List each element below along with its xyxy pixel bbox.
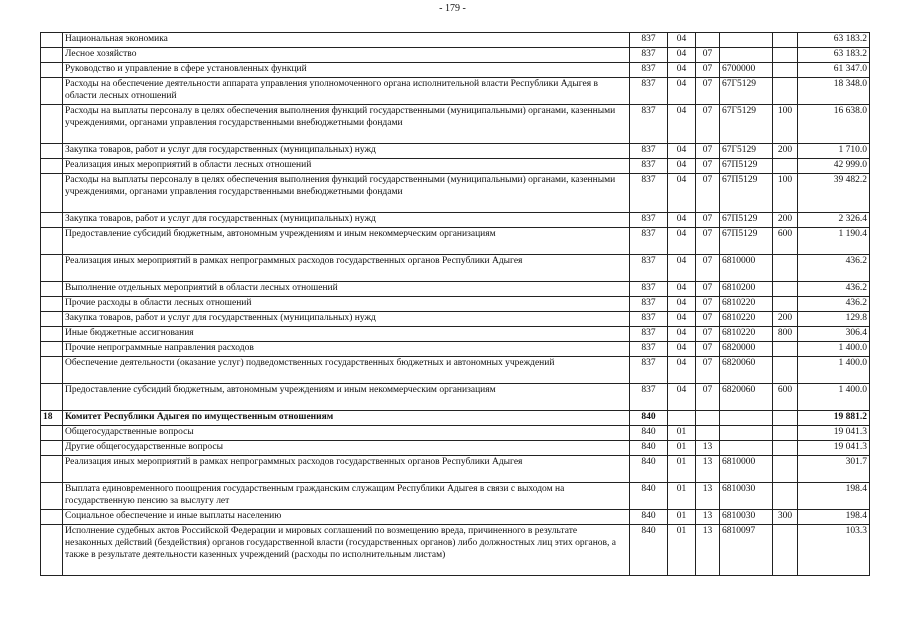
amount: 198.4 [798, 510, 870, 525]
table-row [41, 357, 870, 384]
expense-type-code: 800 [773, 327, 798, 342]
expense-type-code [773, 33, 798, 48]
row-number: 18 [41, 411, 63, 426]
table-row [41, 228, 870, 255]
row-number [41, 213, 63, 228]
row-number [41, 510, 63, 525]
subsection-code: 07 [696, 105, 720, 144]
article-code: 6810220 [720, 327, 773, 342]
ministry-code: 837 [630, 255, 668, 282]
amount: 1 400.0 [798, 357, 870, 384]
table-row [41, 441, 870, 456]
ministry-code: 837 [630, 78, 668, 105]
expense-name: Предоставление субсидий бюджетным, автономным учреждениям и иным некоммерческим организациям [63, 228, 630, 255]
section-code: 04 [668, 228, 696, 255]
expense-name: Выплата единовременного поощрения государственным гражданским служащим Республики Адыгея в связи с выходом на государственную пенсию за выслугу лет [63, 483, 630, 510]
expense-type-code: 200 [773, 312, 798, 327]
expense-name: Комитет Республики Адыгея по имущественным отношениям [63, 411, 630, 426]
table-row [41, 384, 870, 411]
expense-type-code [773, 78, 798, 105]
amount: 436.2 [798, 255, 870, 282]
table-row [41, 327, 870, 342]
budget-table [40, 32, 870, 576]
amount: 198.4 [798, 483, 870, 510]
expense-type-code [773, 483, 798, 510]
ministry-code: 840 [630, 411, 668, 426]
row-number [41, 525, 63, 576]
ministry-code: 837 [630, 297, 668, 312]
article-code [720, 411, 773, 426]
expense-type-code: 600 [773, 228, 798, 255]
article-code [720, 33, 773, 48]
expense-type-code [773, 441, 798, 456]
ministry-code: 837 [630, 357, 668, 384]
article-code: 67Г5129 [720, 105, 773, 144]
article-code: 67П5129 [720, 213, 773, 228]
section-code: 04 [668, 144, 696, 159]
article-code [720, 441, 773, 456]
expense-name: Другие общегосударственные вопросы [63, 441, 630, 456]
section-code: 01 [668, 510, 696, 525]
section-code [668, 411, 696, 426]
subsection-code: 13 [696, 525, 720, 576]
table-row [41, 426, 870, 441]
table-body [41, 33, 870, 576]
amount: 18 348.0 [798, 78, 870, 105]
section-code: 04 [668, 159, 696, 174]
ministry-code: 837 [630, 228, 668, 255]
amount: 19 041.3 [798, 441, 870, 456]
expense-type-code [773, 63, 798, 78]
table-row [41, 255, 870, 282]
expense-type-code: 600 [773, 384, 798, 411]
section-code: 04 [668, 282, 696, 297]
subsection-code: 07 [696, 327, 720, 342]
amount: 306.4 [798, 327, 870, 342]
amount: 19 041.3 [798, 426, 870, 441]
table-row [41, 282, 870, 297]
table-row [41, 63, 870, 78]
expense-name: Реализация иных мероприятий в рамках непрограммных расходов государственных органов Республики Адыгея [63, 255, 630, 282]
table-row [41, 174, 870, 213]
amount: 1 400.0 [798, 384, 870, 411]
ministry-code: 837 [630, 48, 668, 63]
expense-name: Предоставление субсидий бюджетным, автономным учреждениям и иным некоммерческим организациям [63, 384, 630, 411]
article-code [720, 426, 773, 441]
ministry-code: 837 [630, 213, 668, 228]
row-number [41, 357, 63, 384]
expense-type-code [773, 282, 798, 297]
expense-name: Руководство и управление в сфере установленных функций [63, 63, 630, 78]
ministry-code: 840 [630, 525, 668, 576]
section-code: 04 [668, 213, 696, 228]
article-code: 6810220 [720, 297, 773, 312]
expense-type-code: 300 [773, 510, 798, 525]
table-row [41, 456, 870, 483]
row-number [41, 78, 63, 105]
table-row [41, 213, 870, 228]
ministry-code: 840 [630, 483, 668, 510]
expense-type-code: 100 [773, 174, 798, 213]
section-code: 01 [668, 483, 696, 510]
expense-type-code [773, 48, 798, 63]
amount: 19 881.2 [798, 411, 870, 426]
section-code: 04 [668, 78, 696, 105]
expense-name: Закупка товаров, работ и услуг для государственных (муниципальных) нужд [63, 213, 630, 228]
amount: 301.7 [798, 456, 870, 483]
row-number [41, 48, 63, 63]
expense-name: Прочие расходы в области лесных отношений [63, 297, 630, 312]
table-row [41, 144, 870, 159]
expense-name: Обеспечение деятельности (оказание услуг) подведомственных государственных бюджетных и автономных учреждений [63, 357, 630, 384]
subsection-code: 13 [696, 456, 720, 483]
expense-name: Выполнение отдельных мероприятий в области лесных отношений [63, 282, 630, 297]
expense-name: Закупка товаров, работ и услуг для государственных (муниципальных) нужд [63, 312, 630, 327]
expense-type-code [773, 255, 798, 282]
table-row [41, 78, 870, 105]
subsection-code [696, 426, 720, 441]
ministry-code: 840 [630, 456, 668, 483]
section-code: 04 [668, 63, 696, 78]
expense-name: Прочие непрограммные направления расходов [63, 342, 630, 357]
subsection-code: 13 [696, 483, 720, 510]
amount: 2 326.4 [798, 213, 870, 228]
page-number: - 179 - [439, 3, 466, 14]
row-number [41, 297, 63, 312]
expense-type-code [773, 456, 798, 483]
subsection-code: 07 [696, 213, 720, 228]
table-row [41, 312, 870, 327]
ministry-code: 837 [630, 144, 668, 159]
table-row [41, 483, 870, 510]
article-code: 67Г5129 [720, 144, 773, 159]
table-row [41, 159, 870, 174]
expense-name: Расходы на выплаты персоналу в целях обеспечения выполнения функций государственными (муниципальными) органами, казенными учреждениями, органами управления государственными внебюджетными фондами [63, 174, 630, 213]
section-code: 04 [668, 357, 696, 384]
section-code: 04 [668, 255, 696, 282]
ministry-code: 837 [630, 174, 668, 213]
ministry-code: 837 [630, 33, 668, 48]
ministry-code: 840 [630, 441, 668, 456]
subsection-code: 07 [696, 48, 720, 63]
row-number [41, 63, 63, 78]
row-number [41, 327, 63, 342]
expense-name: Лесное хозяйство [63, 48, 630, 63]
expense-type-code: 200 [773, 213, 798, 228]
expense-type-code [773, 525, 798, 576]
ministry-code: 840 [630, 426, 668, 441]
row-number [41, 312, 63, 327]
row-number [41, 426, 63, 441]
article-code: 67П5129 [720, 159, 773, 174]
section-code: 01 [668, 456, 696, 483]
subsection-code: 07 [696, 312, 720, 327]
article-code: 6820060 [720, 357, 773, 384]
amount: 129.8 [798, 312, 870, 327]
article-code: 6810097 [720, 525, 773, 576]
expense-name: Реализация иных мероприятий в рамках непрограммных расходов государственных органов Республики Адыгея [63, 456, 630, 483]
section-code: 04 [668, 342, 696, 357]
expense-name: Расходы на обеспечение деятельности аппарата управления уполномоченного органа исполнительной власти Республики Адыгея в области лесных отношений [63, 78, 630, 105]
table-row [41, 510, 870, 525]
article-code: 6810000 [720, 255, 773, 282]
row-number [41, 456, 63, 483]
section-code: 04 [668, 384, 696, 411]
expense-type-code [773, 411, 798, 426]
expense-name: Социальное обеспечение и иные выплаты населению [63, 510, 630, 525]
row-number [41, 282, 63, 297]
subsection-code: 07 [696, 144, 720, 159]
table-row [41, 297, 870, 312]
article-code: 6810000 [720, 456, 773, 483]
expense-name: Национальная экономика [63, 33, 630, 48]
amount: 39 482.2 [798, 174, 870, 213]
expense-type-code: 200 [773, 144, 798, 159]
table-row [41, 105, 870, 144]
subsection-code: 07 [696, 384, 720, 411]
ministry-code: 840 [630, 510, 668, 525]
table-row [41, 48, 870, 63]
amount: 436.2 [798, 297, 870, 312]
expense-name: Иные бюджетные ассигнования [63, 327, 630, 342]
subsection-code: 07 [696, 357, 720, 384]
subsection-code: 07 [696, 297, 720, 312]
article-code: 67П5129 [720, 174, 773, 213]
article-code: 6820060 [720, 384, 773, 411]
expense-name: Закупка товаров, работ и услуг для государственных (муниципальных) нужд [63, 144, 630, 159]
ministry-code: 837 [630, 282, 668, 297]
section-code: 01 [668, 426, 696, 441]
amount: 61 347.0 [798, 63, 870, 78]
expense-type-code: 100 [773, 105, 798, 144]
article-code: 6820000 [720, 342, 773, 357]
expense-type-code [773, 159, 798, 174]
ministry-code: 837 [630, 312, 668, 327]
row-number [41, 144, 63, 159]
section-code: 01 [668, 525, 696, 576]
subsection-code: 07 [696, 63, 720, 78]
expense-type-code [773, 426, 798, 441]
row-number [41, 105, 63, 144]
section-code: 04 [668, 297, 696, 312]
ministry-code: 837 [630, 342, 668, 357]
subsection-code: 13 [696, 441, 720, 456]
row-number [41, 384, 63, 411]
row-number [41, 33, 63, 48]
article-code [720, 48, 773, 63]
subsection-code [696, 33, 720, 48]
subsection-code: 07 [696, 255, 720, 282]
subsection-code: 07 [696, 174, 720, 213]
expense-name: Исполнение судебных актов Российской Федерации и мировых соглашений по возмещению вреда, причиненного в результате незаконных действий (бездействия) органов государственной власти (государственных органов) либо должностных лиц этих органов, а также в результате деятельности казенных учреждений (расходы по исполнительным листам) [63, 525, 630, 576]
amount: 42 999.0 [798, 159, 870, 174]
ministry-code: 837 [630, 63, 668, 78]
row-number [41, 483, 63, 510]
table-row [41, 411, 870, 426]
expense-type-code [773, 357, 798, 384]
section-code: 04 [668, 174, 696, 213]
ministry-code: 837 [630, 105, 668, 144]
amount: 16 638.0 [798, 105, 870, 144]
subsection-code: 07 [696, 228, 720, 255]
section-code: 01 [668, 441, 696, 456]
article-code: 6810220 [720, 312, 773, 327]
section-code: 04 [668, 312, 696, 327]
article-code: 67П5129 [720, 228, 773, 255]
expense-type-code [773, 297, 798, 312]
table-row [41, 342, 870, 357]
table-row [41, 525, 870, 576]
article-code: 6810200 [720, 282, 773, 297]
amount: 1 190.4 [798, 228, 870, 255]
article-code: 6700000 [720, 63, 773, 78]
amount: 103.3 [798, 525, 870, 576]
subsection-code: 07 [696, 159, 720, 174]
row-number [41, 255, 63, 282]
section-code: 04 [668, 48, 696, 63]
amount: 436.2 [798, 282, 870, 297]
subsection-code: 07 [696, 78, 720, 105]
subsection-code: 07 [696, 282, 720, 297]
row-number [41, 441, 63, 456]
expense-type-code [773, 342, 798, 357]
row-number [41, 174, 63, 213]
subsection-code: 13 [696, 510, 720, 525]
ministry-code: 837 [630, 159, 668, 174]
table-row [41, 33, 870, 48]
ministry-code: 837 [630, 384, 668, 411]
amount: 1 400.0 [798, 342, 870, 357]
expense-name: Реализация иных мероприятий в области лесных отношений [63, 159, 630, 174]
expense-name: Расходы на выплаты персоналу в целях обеспечения выполнения функций государственными (муниципальными) органами, казенными учреждениями, органами управления государственными внебюджетными фондами [63, 105, 630, 144]
row-number [41, 342, 63, 357]
row-number [41, 228, 63, 255]
article-code: 6810030 [720, 510, 773, 525]
amount: 63 183.2 [798, 48, 870, 63]
subsection-code [696, 411, 720, 426]
row-number [41, 159, 63, 174]
amount: 1 710.0 [798, 144, 870, 159]
section-code: 04 [668, 33, 696, 48]
subsection-code: 07 [696, 342, 720, 357]
amount: 63 183.2 [798, 33, 870, 48]
section-code: 04 [668, 327, 696, 342]
article-code: 67Г5129 [720, 78, 773, 105]
expense-name: Общегосударственные вопросы [63, 426, 630, 441]
section-code: 04 [668, 105, 696, 144]
ministry-code: 837 [630, 327, 668, 342]
article-code: 6810030 [720, 483, 773, 510]
